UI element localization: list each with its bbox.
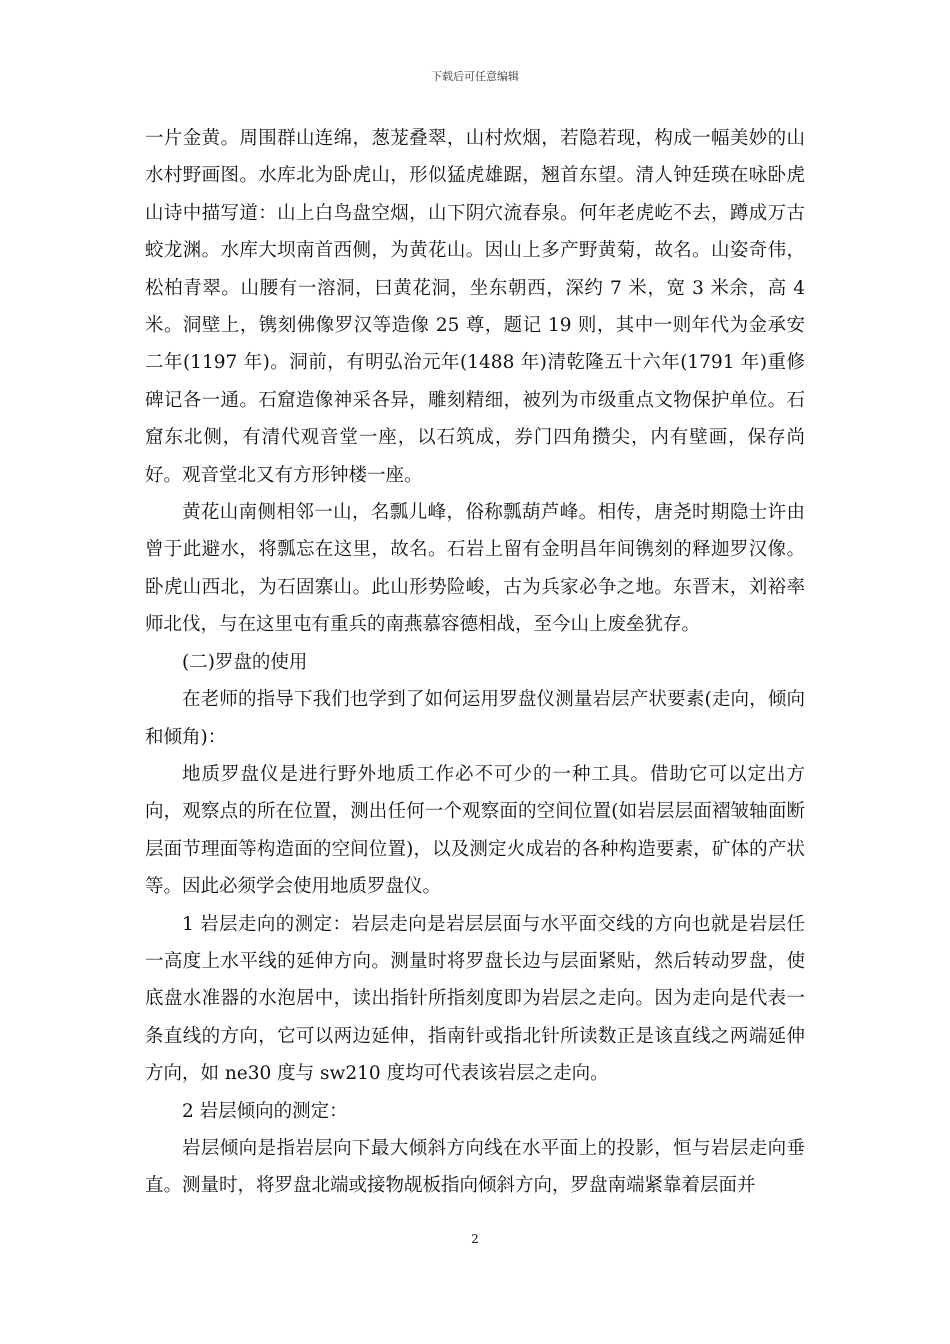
page-header: 下载后可任意编辑 — [431, 70, 519, 83]
paragraph-dip-direction: 岩层倾向是指岩层向下最大倾斜方向线在水平面上的投影，恒与岩层走向垂直。测量时，将罗盘北端或接物觇板指向倾斜方向，罗盘南端紧靠着层面并 — [145, 1137, 805, 1197]
paragraph-landscape-description: 一片金黄。周围群山连绵，葱茏叠翠，山村炊烟，若隐若现，构成一幅美妙的山水村野画图。水库北为卧虎山，形似猛虎雄踞，翘首东望。清人钟廷瑛在咏卧虎山诗中描写道：山上白鸟盘空烟，山下阴穴流春泉。何年老虎屹不去，蹲成万古蛟龙渊。水库大坝南首西侧，为黄花山。因山上多产野黄菊，故名。山姿奇伟，松柏青翠。山腰有一溶洞，曰黄花洞，坐东朝西，深约 7 米，宽 3 米余，高 4 米。洞壁上，镌刻佛像罗汉等造像 25 尊，题记 19 则，其中一则年代为金承安二年(1197 年)。洞前，有明弘治元年(1488 年)清乾隆五十六年(1791 年)重修碑记各一通。石窟造像神采各异，雕刻精细，被列为市级重点文物保护单位。石窟东北侧，有清代观音堂一座，以石筑成，券门四角攒尖，内有壁画，保存尚好。观音堂北又有方形钟楼一座。 — [145, 128, 805, 486]
document-body — [145, 120, 805, 1205]
paragraph-strike-measurement: 1 岩层走向的测定：岩层走向是岩层层面与水平面交线的方向也就是岩层任一高度上水平线的延伸方向。测量时将罗盘长边与层面紧贴，然后转动罗盘，使底盘水准器的水泡居中，读出指针所指刻度即为岩层之走向。因为走向是代表一条直线的方向，它可以两边延伸，指南针或指北针所读数正是该直线之两端延伸方向，如 ne30 度与 sw210 度均可代表该岩层之走向。 — [145, 913, 805, 1085]
subheading-dip-direction: 2 岩层倾向的测定： — [182, 1100, 348, 1122]
section-heading-compass-usage: (二)罗盘的使用 — [182, 651, 308, 673]
paragraph-compass-introduction: 地质罗盘仪是进行野外地质工作必不可少的一种工具。借助它可以定出方向，观察点的所在位置，测出任何一个观察面的空间位置(如岩层层面褶皱轴面断层面节理面等构造面的空间位置)，以及测定火成岩的各种构造要素，矿体的产状等。因此必须学会使用地质罗盘仪。 — [145, 763, 805, 898]
page-number: 2 — [471, 1232, 479, 1246]
paragraph-piaoer-peak: 黄花山南侧相邻一山，名瓢儿峰，俗称瓢葫芦峰。相传，唐尧时期隐士许由曾于此避水，将瓢忘在这里，故名。石岩上留有金明昌年间镌刻的释迦罗汉像。卧虎山西北，为石固寨山。此山形势险峻，古为兵家必争之地。东晋末，刘裕率师北伐，与在这里屯有重兵的南燕慕容德相战，至今山上废垒犹存。 — [145, 502, 805, 636]
paragraph-teacher-guidance: 在老师的指导下我们也学到了如何运用罗盘仪测量岩层产状要素(走向，倾向和倾角)： — [145, 689, 805, 748]
